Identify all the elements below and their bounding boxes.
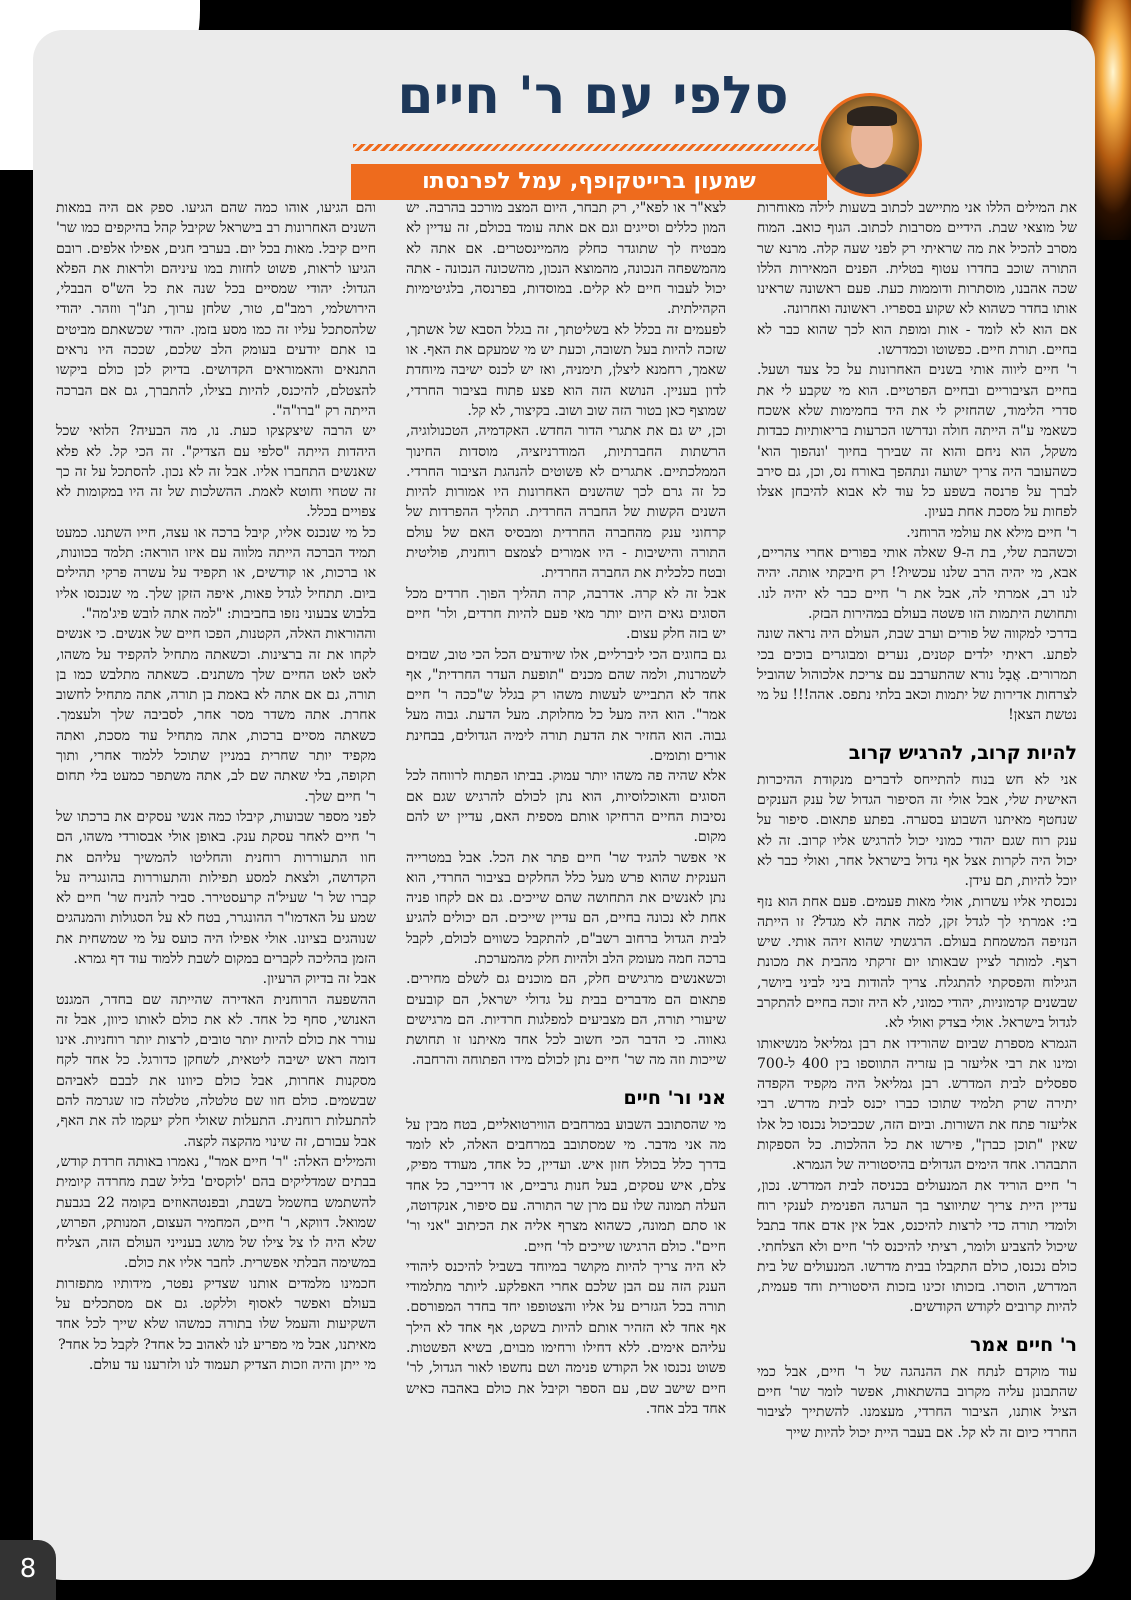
section-heading: אני ור' חיים <box>623 1086 726 1109</box>
article-paragraph: אבל זה לא קרה. אדרבה, קרה תהליך הפוך. חרדים מכל הסוגים גאים היום יותר מאי פעם להיות חרדים, ולר' חיים יש בזה חלק עצום. <box>406 585 726 643</box>
article-paragraph: וכשאנשים מרגישים חלק, הם מוכנים גם לשלם מחירים. פתאום הם מדברים בבית על גדולי ישראל, הם קובעים שיעורי תורה, הם מצביעים למפלגות חרדיות. הם מרגישים גאווה. כי הדבר הכי חשוב לכל אחד מאיתנו זו תחושת שייכות וזה מה שר' חיים נתן לכולם מידו הפתוחה והרחבה. <box>406 971 726 1069</box>
article-paragraph: ר' חיים מילא את עולמי הרוחני. <box>906 524 1077 541</box>
article-paragraph: והם הגיעו, אוהו כמה שהם הגיעו. ספק אם היה במאות השנים האחרונות רב בישראל שקיבל קהל בהיקפים כמו שר' חיים קיבל. מאות בכל יום. בערבי חגים, אפילו אלפים. רובם הגיעו לראות, פשוט לחזות במו עיניהם ולראות את הפלא הגדול: יהודי שמסיים בכל שנה את כל הש"ס הבבלי, הירושלמי, רמב"ם, טור, שלחן ערוך, תנ"ך ווזהר. יהודי שלהסתכל עליו זה כמו מסע בזמן. יהודי שכשאתם מביטים בו אתם יודעים בעומק הלב שלכם, שככה היו נראים התנאים והאמוראים הקדושים. בדיוק לכן כולם ביקשו להצטלם, להיכנס, להיות בצילו, להתברך, גם אם הברכה הייתה רק "ברו"ה". <box>56 200 376 419</box>
article-paragraph: וכשהבת שלי, בת ה-9 שאלה אותי בפורים אחרי צהריים, אבא, מי יהיה הרב שלנו עכשיו?! רק חיבקתי אותה. יהיה לנו רב, אמרתי לה, אבל את ר' חיים כבר לא יהיה לנו. ותחושת היתמות הזו פשטה בעולם במהירות הבזק. <box>757 545 1077 622</box>
article-paragraph: נכנסתי אליו עשרות, אולי מאות פעמים. פעם אחת הוא נזף בי: אמרתי לך לגדל זקן, למה אתה לא מגדל? זו הייתה הנזיפה המשמחת בעולם. הרגשתי שהוא זיהה אותי. שיש רצף. למותר לציין שבאותו יום זרקתי מהבית את מכונת הגילוח והפסקתי להתגלח. צריך להודות ביני לביני ביושר, שבשנים קדמוניות, יהודי כמוני, לא היה זוכה בחיים להתקרב לגדול בישראל. אולי בצדק ואולי לא. <box>757 893 1077 1032</box>
article-paragraph: ר' חיים הוריד את המנעולים בכניסה לבית המדרש. נכון, עדיין היית צריך שתיווצר בך הערגה הפנימית לענקי רוח ולומדי תורה כדי לרצות להיכנס, אבל אין אדם אחד בתבל שיכול להצביע ולומר, רציתי להיכנס לר' חיים ולא הצלחתי. כולם נכנסו, כולם התקבלו בבית מדרשו. המנעולים של בית המדרש, הוסרו. בזכותו זכינו בזכות היסטורית וחד פעמית, להיות קרובים לקודש הקודשים. <box>757 1177 1077 1316</box>
article-paragraph: בדרכי למקווה של פורים וערב שבת, העולם היה נראה שונה לפתע. ראיתי ילדים קטנים, נערים ומבוגרים בוכים בכי תמרורים. אֲבָל נורא שהתערבב עם צריכת אלכוהול שהוביל לצרחות אדירות של יתמות וכאב בלתי נתפס. אהה!!! על מי נטשת הצאן! <box>757 626 1077 724</box>
article-paragraph: וההוראות האלה, הקטנות, הפכו חיים של אנשים. כי אנשים לקחו את זה ברצינות. וכשאתה מתחיל להקפיד על משהו, לאט לאט החיים שלך משתנים. כשאתה מתלבש כמו בן תורה, גם אם אתה לא באמת בן תורה, אתה מתחיל לחשוב אחרת. אתה משדר מסר אחר, לסביבה שלך ולעצמך. כשאתה מסיים ברכות, אתה מתחיל עוד מסכת, ואתה מקפיד יותר שחרית במניין שתוכל ללמוד אחרי, ותוך תקופה, בלי שאתה שם לב, אתה משתפר כמעט בלי תחום ר' חיים שלך. <box>56 626 376 805</box>
article-paragraph: אני לא חש בנוח להתייחס לדברים מנקודת ההיכרות האישית שלי, אבל אולי זה הסיפור הגדול של ענק הענקים שנחטף מאיתנו השבוע בסערה. בפתע פתאום. סיפור על ענק רוח שגם יהודי כמוני יכול להרגיש אליו קרוב. זה לא יכול היה לקרות אצל אף גדול בישראל אחר, ואולי כבר לא יוכל להיות, תם עידן. <box>757 771 1077 890</box>
article-paragraph: אבל זה בדיוק הרעיון. <box>262 971 376 988</box>
article-paragraph: מי ייתן והיה וזכות הצדיק תעמוד לנו ולזרענו עד עולם. <box>88 1356 376 1373</box>
article-paragraph: גם בחוגים הכי ליברליים, אלו שיודעים הכל הכי טוב, שבזים לשמרנות, ולמה שהם מכנים "תופעת העדר החרדית", אף אחד לא התבייש לעשות משהו רק בגלל ש"ככה ר' חיים אמר". הוא היה מעל כל מחלוקת. מעל הדעת. גבוה מעל גבוה. הוא החזיר את הדעת תורה לימיה הגדולים, בבחינת אורים ותומים. <box>406 646 726 765</box>
column-right <box>757 198 1077 1543</box>
article-paragraph: לצא"ר או לפא"י, רק תבחר, היום המצב מורכב בהרבה. יש המון כללים וסייגים וגם אם אתה עומד בכולם, זה עדיין לא מבטיח לך שתוגדר כחלק מהמיינסטרים. אם אתה לא מהמשפחה הנכונה, מהמוצא הנכון, מהשכונה הנכונה - אתה יכול לעבור חיים לא קלים. במוסדות, בפרנסה, בלגיטימיות הקהילתית. <box>406 200 726 318</box>
article-paragraph: מי שהסתובב השבוע במרחבים הווירטואליים, בטח מבין על מה אני מדבר. מי שמסתובב במרחבים האלה, לא לומד בדרך כלל בכולל חזון איש. ועדיין, כל אחד, מעודד מפיק, צלם, איש עסקים, בעל חנות גרביים, או דרייבר, כל אחד העלה תמונה שלו עם מרן שר התורה. עם סיפור, אנקדוטה, או סתם תמונה, כשהוא מצרף אליה את הכיתוב "אני ור' חיים". כולם הרגישו שייכים לר' חיים. <box>406 1116 726 1255</box>
column-left <box>56 198 376 1543</box>
column-middle <box>406 198 726 1543</box>
page-number: 8 <box>0 1540 56 1600</box>
article-paragraph: ההשפעה הרוחנית האדירה שהייתה שם בחדר, המגנט האנושי, סחף כל אחד. לא את כולם לאותו כיוון, אבל זה עורר את כולם להיות יותר טובים, לרצות יותר רוחניות. אינו דומה ראש ישיבה ליטאית, לשחקן כדורגל. כל אחד לקח מסקנות אחרות, אבל כולם כיוונו את לבבם לאביהם שבשמים. כולם חוו שם טלטלה, טלטלה כזו שגרמה להם להתעלות רוחנית. התעלות שאולי חלק יעקמו לה את האף, אבל עבורם, זה שינוי מהקצה לקצה. <box>56 991 376 1150</box>
author-photo <box>818 93 922 197</box>
article-paragraph: כל מי שנכנס אליו, קיבל ברכה או עצה, חייו השתנו. כמעט תמיד הברכה הייתה מלווה עם איזו הוראה: תלמד בכוונות, או ברכות, או קודשים, או תקפיד על עשרה פרקי תהילים ביום. תתחיל לגדל פאות, איפה הזקן שלך. מי שנכנסו אליו בלבוש צבעוני נזפו בחביבות: "למה אתה לובש פיג'מה". <box>56 524 376 622</box>
article-paragraph: ר' חיים ליווה אותי בשנים האחרונות על כל צעד ושעל. בחיים הציבוריים ובחיים הפרטיים. הוא מי שקבע לי את סדרי הלימוד, שהחזיק לי את היד בחמימות שלא אשכח כשאמי ע"ה הייתה חולה ונדרשו הכרעות בריאותיות כבדות משקל, הוא ניחם והוא זה שבירך בחיוך 'ונהפוך הוא' כשהעובר היה צריך ישועה ונתהפך באורח נס, וכן, גם סירב לברך על פרנסה בשפע כל עוד לא אבוא להיבחן אצלו לפחות על מסכת אחת בעיון. <box>757 362 1077 521</box>
section-heading: להיות קרוב, להרגיש קרוב <box>848 741 1077 764</box>
article-paragraph: אי אפשר להגיד שר' חיים פתר את הכל. אבל במטרייה הענקית שהוא פרש מעל כלל החלקים בציבור החרדי, הוא נתן לאנשים את התחושה שהם שייכים. גם אם לקחו פניה אחת לא נכונה בחיים, הם עדיין שייכים. הם יכולים להגיע לבית הגדול ברחוב רשב"ם, להתקבל כשווים לכולם, לקבל ברכה חמה מעומק הלב ולהיות חלק מהמערכת. <box>406 849 726 967</box>
article-paragraph: הגמרא מספרת שביום שהורידו את רבן גמליאל מנשיאותו ומינו את רבי אליעזר בן עזריה התווספו בין 400 ל-700 ספסלים לבית המדרש. רבן גמליאל היה מקפיד הקפדה יתירה שרק תלמיד שתוכו כברו יכנס לבית מדרש. רבי אליעזר פתח את השורות. וביום הזה, שכביכול נכנסו כל אלו שאין "תוכן כברן", פירשו את כל ההלכות. כל הספקות התבהרו. אחד הימים הגדולים בהיסטוריה של הגמרא. <box>757 1035 1077 1174</box>
article-paragraph: לפני מספר שבועות, קיבלו כמה אנשי עסקים את ברכתו של ר' חיים לאחר עסקת ענק. באופן אולי אבסורדי משהו, הם חוו התעוררות רוחנית והחליטו להמשיך עליהם את הקדושה, ולצאת למסע תפילות והתעוררות בהונגריה על קברו של ר' שעיל'ה קרעסטירר. סביר להניח שר' חיים לא שמע על האדמו"ר ההונגרר, בטח לא על הסגולות והמנהגים שנוהגים בציונו. אולי אפילו היה כועס על מי שמשחית את הזמן בהליכה לקברים במקום לשבת ללמוד עוד דף גמרא. <box>56 808 376 967</box>
article-paragraph: חכמינו מלמדים אותנו שצדיק נפטר, מידותיו מתפזרות בעולם ואפשר לאסוף וללקט. גם אם מסתכלים על השקיעות והעמל שלו בתורה כמשהו שלא שייך לכל אחד מאיתנו, אבל מי מפריע לנו לאהוב כל אחד? לקבל כל אחד? <box>56 1275 376 1353</box>
article-title: סלפי עם ר' חיים <box>397 66 789 126</box>
article-paragraph: אם הוא לא לומד - אות ומופת הוא לכך שהוא כבר לא בחיים. תורת חיים. כפשוטו וכמדרשו. <box>757 321 1077 359</box>
article-paragraph: יש הרבה שיצקצקו כעת. נו, מה הבעיה? הלואי שכל היהדות הייתה "סלפי עם הצדיק". זה הכי קל. לא פלא שאנשים התחברו אליו. אבל זה לא נכון. להסתכל על זה כך זה שטחי וחוטא לאמת. ההשלכות של זה היו במקומות לא צפויים בכלל. <box>56 423 376 521</box>
article-paragraph: וכן, יש גם את אתגרי הדור החדש. האקדמיה, הטכנולוגיה, הרשתות החברתיות, המודרניזציה, מוסדות החינוך הממלכתיים. אתגרים לא פשוטים להנהגת הציבור החרדי. כל זה גרם לכך שהשנים האחרונות היו אמורות להיות השנים הקשות של החברה החרדית. תהליך ההפרדות של קרחוני ענק מהחברה החרדית ומבסיס האם של עולם התורה והישיבות - היו אמורים לצמצם רוחנית, פוליטית ובטח כלכלית את החברה החרדית. <box>406 423 726 582</box>
article-paragraph: לפעמים זה בכלל לא בשליטתך, זה בגלל הסבא של אשתך, שזכה להיות בעל תשובה, וכעת יש מי שמעקם את האף. או שאמך, רחמנא ליצלן, תימניה, ואז יש לכנס ישיבה מיוחדת לדון בעניין. הנושא הזה הוא פצע פתוח בציבור החרדי, שמוצף כאן בטור הזה שוב ושוב. בקיצור, לא קל. <box>406 321 726 419</box>
section-heading: ר' חיים אמר <box>970 1333 1077 1356</box>
article-paragraph: עוד מוקדם לנתח את ההנהגה של ר' חיים, אבל כמי שהתבונן עליה מקרוב בהשתאות, אפשר לומר שר' חיים הציל אותנו, הציבור החרדי, מעצמנו. להשתייך לציבור החרדי כיום זה לא קל. אם בעבר היית יכול להיות שייך <box>757 1363 1077 1441</box>
article-paragraph: את המילים הללו אני מתיישב לכתוב בשעות לילה מאוחרות של מוצאי שבת. הידיים מסרבות לכתוב. הגוף כואב. המוח מסרב להכיל את מה שראיתי רק לפני שעה קלה. מרנא שר התורה שוכב בחדרו עטוף בטלית. הפנים המאירות הללו שכה אהבנו, מוסתרות ודוממות כעת. פעם ראשונה שראינו אותו בחדר כשהוא לא שקוע בספריו. ראשונה ואחרונה. <box>757 200 1077 318</box>
article-columns <box>51 198 1081 1543</box>
article-paragraph: והמילים האלה: "ר' חיים אמר", נאמרו באותה חרדת קודש, בבתים שמדליקים בהם 'לוקסים' בליל שבת מחרדה קיומית להשתמש בחשמל בשבת, ובפנטהאוזים בקומה 22 בגבעת שמואל. דווקא, ר' חיים, המחמיר העצום, המנותק, הפרוש, שלא היה לו צל צילו של מושג בענייני העולם הזה, הצליח במשימה הבלתי אפשרית. לחבר אליו את כולם. <box>56 1153 376 1272</box>
title-divider <box>353 144 823 151</box>
byline-bar: שמעון ברייטקופף, עמל לפרנסתו <box>351 164 827 200</box>
article-paragraph: לא היה צריך להיות מקושר במיוחד בשביל להיכנס ליהודי הענק הזה עם הבן שלכם אחרי האפלקע. ליותר מתלמודי תורה בכל הגזרים על אליו והצטופפו יחד בחדר המפורסם. אף אחד לא הזהיר אותם להיות בשקט, אף אחד לא הילך עליהם אימים. ללא דחילו ורחימו מבוים, בשיא הפשטות. פשוט נכנסו אל הקודש פנימה ושם נחשפו לאור הגדול, לר' חיים שישב שם, עם הספר וקיבל את כולם באהבה כאיש אחד בלב אחד. <box>406 1258 726 1417</box>
article-paragraph: אלא שהיה פה משהו יותר עמוק. בביתו הפתוח לרווחה לכל הסוגים והאוכלוסיות, הוא נתן לכולם להרגיש שגם אם נסיבות החיים הרחיקו אותם מספית האם, עדיין יש להם מקום. <box>406 768 726 846</box>
